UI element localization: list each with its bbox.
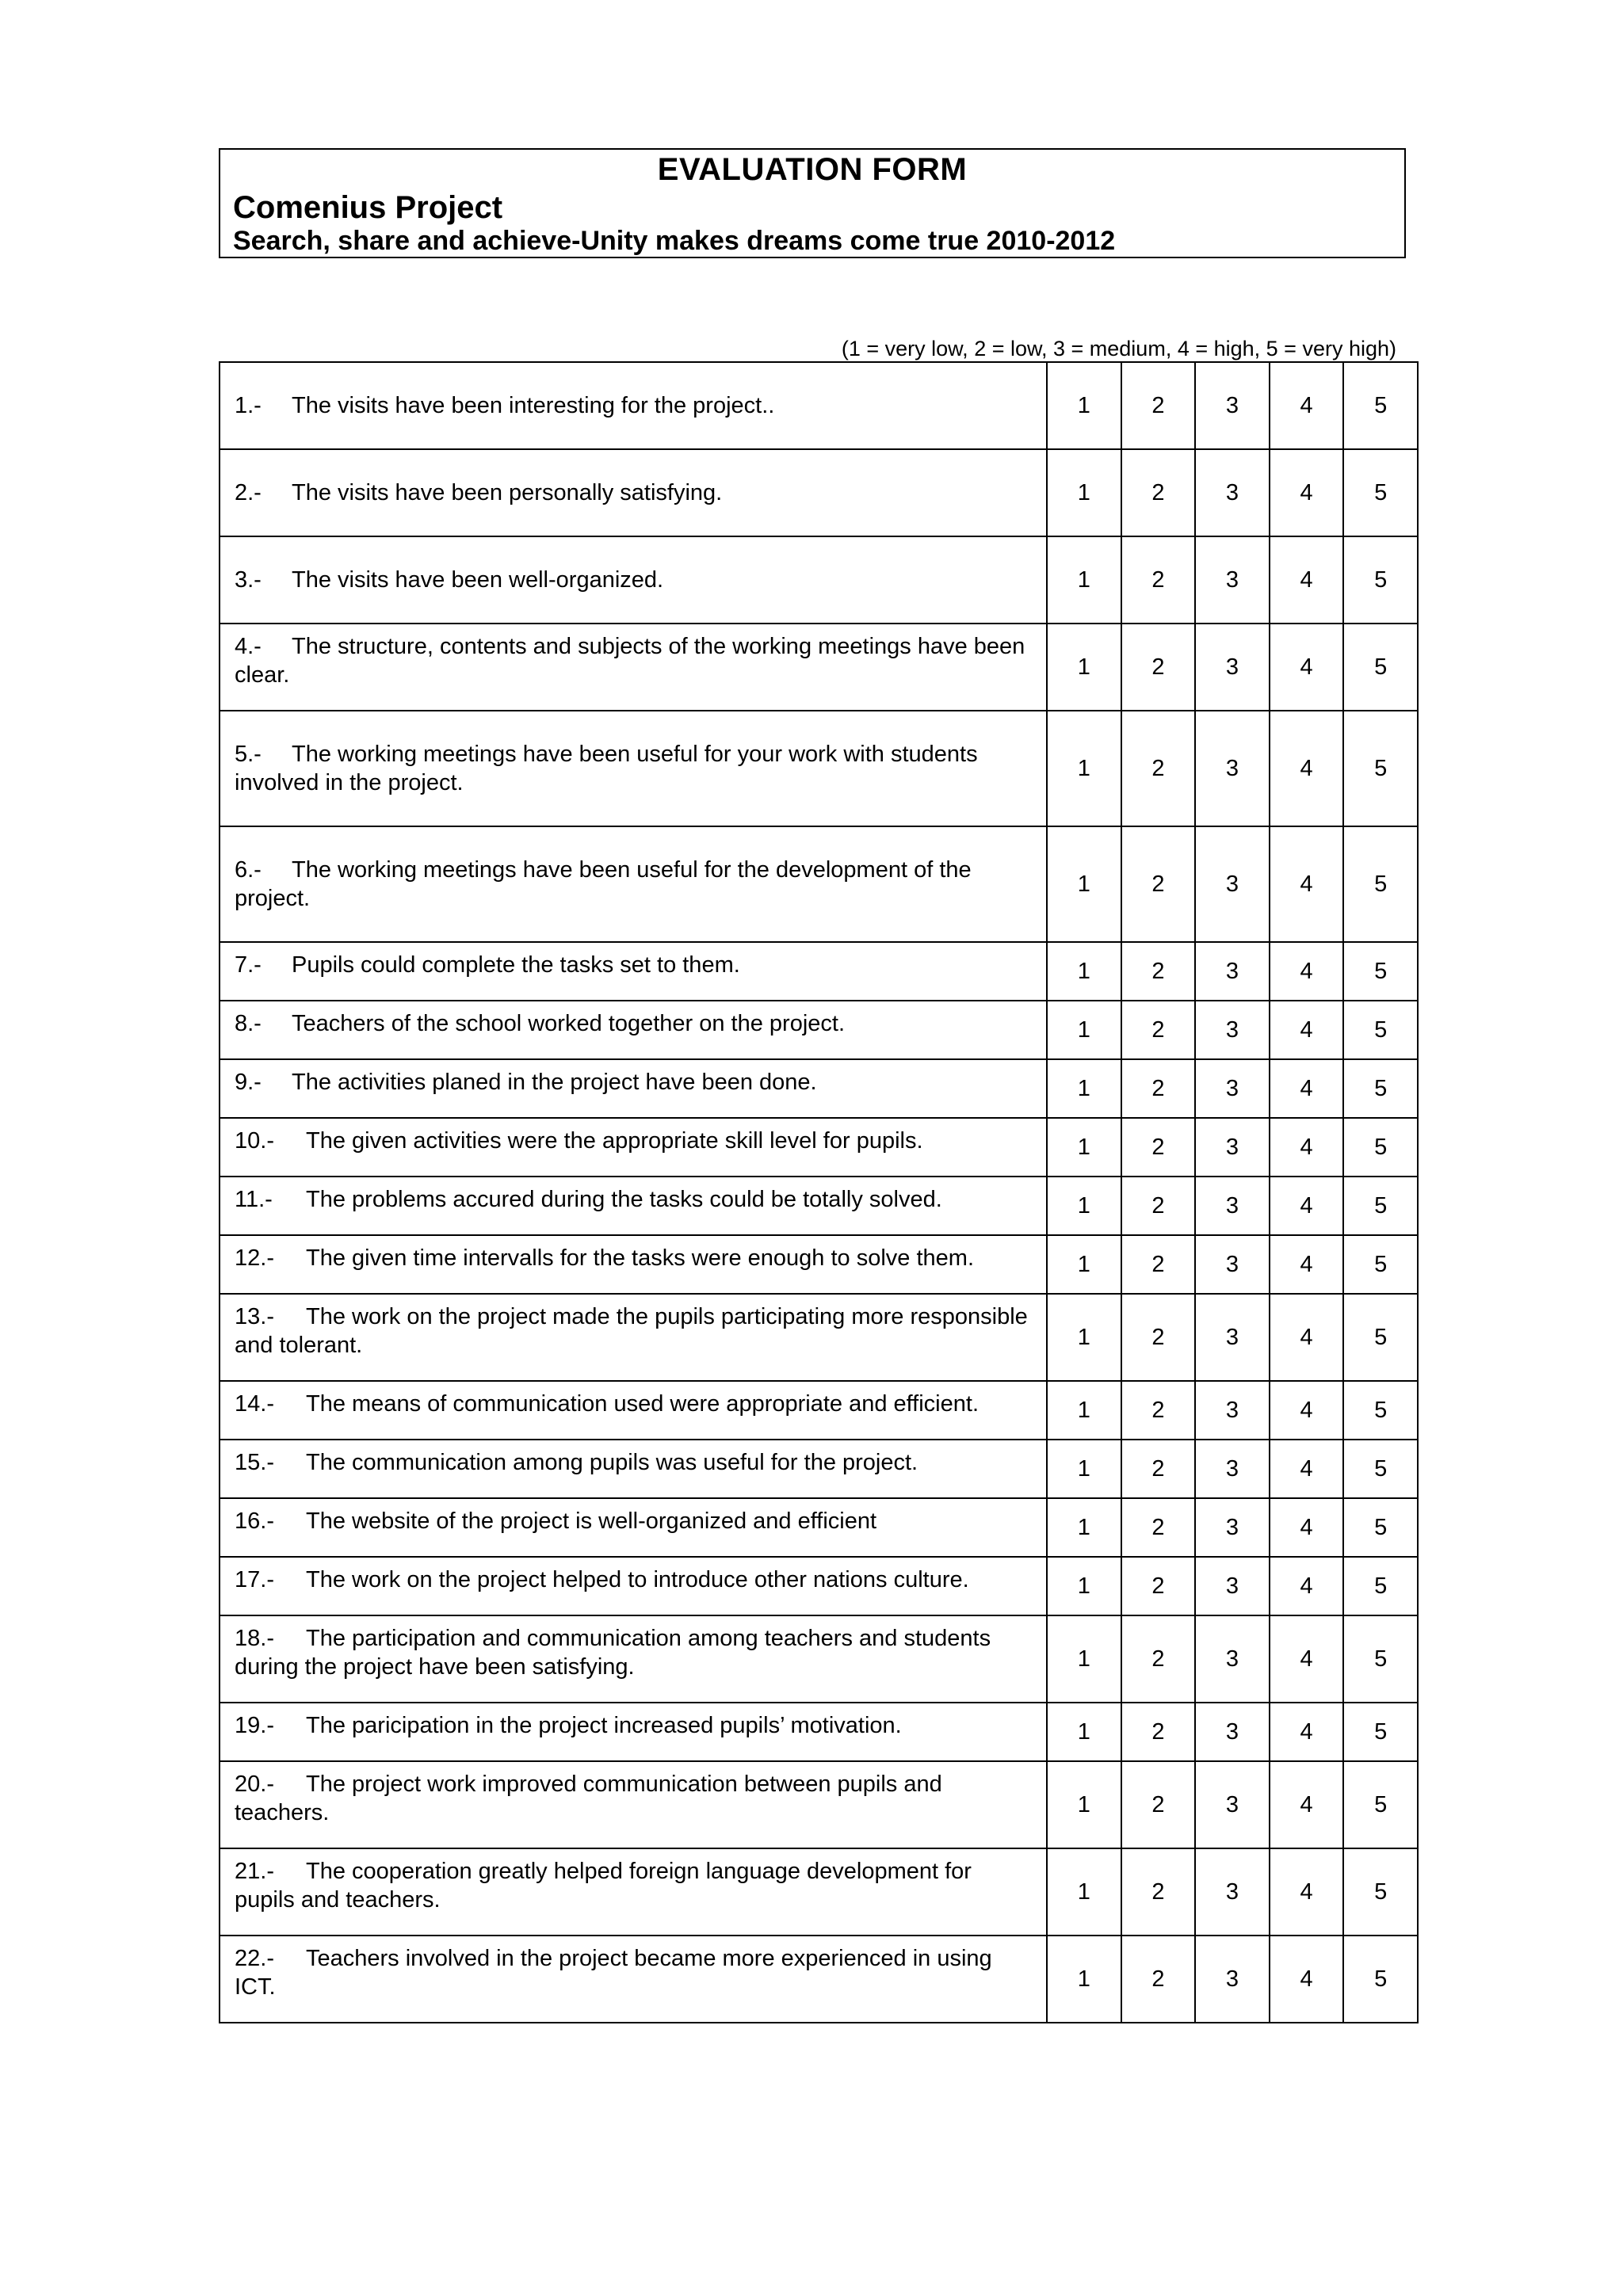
rating-option-2[interactable]: 2 [1121, 1703, 1196, 1761]
rating-option-4[interactable]: 4 [1270, 1703, 1344, 1761]
rating-option-1[interactable]: 1 [1047, 1177, 1121, 1235]
question-number: 7.- [235, 952, 262, 978]
rating-option-4[interactable]: 4 [1270, 1177, 1344, 1235]
rating-option-3[interactable]: 3 [1195, 1761, 1270, 1848]
rating-option-4[interactable]: 4 [1270, 624, 1344, 711]
rating-option-5[interactable]: 5 [1343, 1761, 1418, 1848]
question-text: The paricipation in the project increased pupils’ motivation. [306, 1713, 902, 1738]
rating-option-4[interactable]: 4 [1270, 1557, 1344, 1615]
question-row [220, 1118, 1418, 1177]
evaluation-table [219, 361, 1419, 2023]
rating-option-3[interactable]: 3 [1195, 1381, 1270, 1440]
rating-option-3[interactable]: 3 [1195, 1557, 1270, 1615]
rating-option-4[interactable]: 4 [1270, 942, 1344, 1001]
rating-option-1[interactable]: 1 [1047, 1936, 1121, 2023]
rating-option-4[interactable]: 4 [1270, 1294, 1344, 1381]
question-cell [220, 1118, 1047, 1177]
question-number: 9.- [235, 1070, 262, 1095]
rating-option-5[interactable]: 5 [1343, 942, 1418, 1001]
rating-option-1[interactable]: 1 [1047, 1381, 1121, 1440]
rating-option-5[interactable]: 5 [1343, 1936, 1418, 2023]
project-subtitle: Search, share and achieve-Unity makes dreams come true 2010-2012 [233, 226, 1116, 256]
question-number: 16.- [235, 1508, 274, 1534]
question-text: The work on the project helped to introduce other nations culture. [306, 1567, 969, 1592]
rating-option-5[interactable]: 5 [1343, 1703, 1418, 1761]
question-number: 6.- [235, 857, 262, 883]
rating-option-3[interactable]: 3 [1195, 711, 1270, 826]
question-text: Teachers involved in the project became more experienced in using ICT. [235, 1946, 992, 2000]
rating-option-2[interactable]: 2 [1121, 362, 1196, 449]
question-cell [220, 1294, 1047, 1381]
rating-option-2[interactable]: 2 [1121, 1235, 1196, 1294]
rating-option-1[interactable]: 1 [1047, 1498, 1121, 1557]
rating-option-3[interactable]: 3 [1195, 1848, 1270, 1936]
question-text: The work on the project made the pupils participating more responsible and tolerant. [235, 1304, 1028, 1358]
question-cell [220, 1761, 1047, 1848]
rating-option-5[interactable]: 5 [1343, 1848, 1418, 1936]
rating-option-1[interactable]: 1 [1047, 826, 1121, 942]
rating-option-4[interactable]: 4 [1270, 449, 1344, 536]
rating-option-3[interactable]: 3 [1195, 1498, 1270, 1557]
question-row [220, 1177, 1418, 1235]
rating-option-4[interactable]: 4 [1270, 1761, 1344, 1848]
rating-option-4[interactable]: 4 [1270, 1235, 1344, 1294]
rating-option-3[interactable]: 3 [1195, 1294, 1270, 1381]
rating-option-4[interactable]: 4 [1270, 1440, 1344, 1498]
question-cell [220, 1936, 1047, 2023]
question-row [220, 1848, 1418, 1936]
rating-option-5[interactable]: 5 [1343, 711, 1418, 826]
rating-option-5[interactable]: 5 [1343, 1059, 1418, 1118]
rating-option-1[interactable]: 1 [1047, 449, 1121, 536]
rating-option-3[interactable]: 3 [1195, 1440, 1270, 1498]
question-row [220, 1557, 1418, 1615]
rating-option-4[interactable]: 4 [1270, 1059, 1344, 1118]
rating-option-1[interactable]: 1 [1047, 1615, 1121, 1703]
rating-option-1[interactable]: 1 [1047, 1059, 1121, 1118]
rating-option-2[interactable]: 2 [1121, 1177, 1196, 1235]
rating-option-3[interactable]: 3 [1195, 942, 1270, 1001]
rating-option-3[interactable]: 3 [1195, 1177, 1270, 1235]
rating-option-2[interactable]: 2 [1121, 1294, 1196, 1381]
form-header [219, 148, 1406, 258]
question-cell [220, 536, 1047, 624]
question-row [220, 1235, 1418, 1294]
question-number: 4.- [235, 634, 262, 659]
question-number: 17.- [235, 1567, 274, 1592]
question-text: The given activities were the appropriate skill level for pupils. [306, 1128, 923, 1154]
question-cell [220, 1059, 1047, 1118]
rating-option-5[interactable]: 5 [1343, 1235, 1418, 1294]
question-cell [220, 1381, 1047, 1440]
rating-option-4[interactable]: 4 [1270, 1615, 1344, 1703]
question-row [220, 1498, 1418, 1557]
question-row [220, 1761, 1418, 1848]
question-cell [220, 1557, 1047, 1615]
rating-option-4[interactable]: 4 [1270, 536, 1344, 624]
question-cell [220, 1703, 1047, 1761]
rating-option-1[interactable]: 1 [1047, 1703, 1121, 1761]
rating-scale-legend: (1 = very low, 2 = low, 3 = medium, 4 = high, 5 = very high) [841, 337, 1396, 360]
question-text: The website of the project is well-organized and efficient [306, 1508, 877, 1534]
question-number: 20.- [235, 1772, 274, 1797]
rating-option-3[interactable]: 3 [1195, 826, 1270, 942]
question-number: 18.- [235, 1626, 274, 1651]
form-title: EVALUATION FORM [657, 152, 968, 187]
question-row [220, 624, 1418, 711]
question-cell [220, 1848, 1047, 1936]
question-row [220, 826, 1418, 942]
rating-option-3[interactable]: 3 [1195, 449, 1270, 536]
rating-option-3[interactable]: 3 [1195, 624, 1270, 711]
rating-option-5[interactable]: 5 [1343, 536, 1418, 624]
rating-option-3[interactable]: 3 [1195, 536, 1270, 624]
rating-option-1[interactable]: 1 [1047, 536, 1121, 624]
question-row [220, 1381, 1418, 1440]
question-number: 8.- [235, 1011, 262, 1036]
project-name: Comenius Project [233, 190, 503, 225]
rating-option-5[interactable]: 5 [1343, 1294, 1418, 1381]
rating-option-2[interactable]: 2 [1121, 711, 1196, 826]
rating-option-4[interactable]: 4 [1270, 1001, 1344, 1059]
rating-option-3[interactable]: 3 [1195, 1615, 1270, 1703]
rating-option-2[interactable]: 2 [1121, 826, 1196, 942]
rating-option-3[interactable]: 3 [1195, 1703, 1270, 1761]
rating-option-4[interactable]: 4 [1270, 1381, 1344, 1440]
rating-option-5[interactable]: 5 [1343, 362, 1418, 449]
question-cell [220, 1177, 1047, 1235]
question-number: 13.- [235, 1304, 274, 1329]
rating-option-1[interactable]: 1 [1047, 1235, 1121, 1294]
question-text: The working meetings have been useful for your work with students involved in the project. [235, 742, 978, 795]
question-row [220, 1059, 1418, 1118]
rating-option-5[interactable]: 5 [1343, 624, 1418, 711]
rating-option-5[interactable]: 5 [1343, 1381, 1418, 1440]
rating-option-1[interactable]: 1 [1047, 1761, 1121, 1848]
question-text: The participation and communication among teachers and students during the project have been satisfying. [235, 1626, 991, 1680]
rating-option-2[interactable]: 2 [1121, 536, 1196, 624]
question-row [220, 942, 1418, 1001]
question-cell [220, 1615, 1047, 1703]
rating-option-1[interactable]: 1 [1047, 711, 1121, 826]
question-cell [220, 942, 1047, 1001]
rating-option-2[interactable]: 2 [1121, 1761, 1196, 1848]
rating-option-3[interactable]: 3 [1195, 1001, 1270, 1059]
rating-option-2[interactable]: 2 [1121, 1118, 1196, 1177]
question-cell [220, 1001, 1047, 1059]
question-text: The visits have been interesting for the project.. [292, 393, 775, 418]
rating-option-2[interactable]: 2 [1121, 1936, 1196, 2023]
question-row [220, 1440, 1418, 1498]
rating-option-2[interactable]: 2 [1121, 449, 1196, 536]
question-text: The means of communication used were appropriate and efficient. [306, 1391, 980, 1417]
question-cell [220, 711, 1047, 826]
rating-option-4[interactable]: 4 [1270, 826, 1344, 942]
question-text: The communication among pupils was useful for the project. [306, 1450, 918, 1475]
rating-option-3[interactable]: 3 [1195, 1059, 1270, 1118]
rating-option-1[interactable]: 1 [1047, 1440, 1121, 1498]
question-text: Teachers of the school worked together on the project. [292, 1011, 846, 1036]
question-row [220, 1001, 1418, 1059]
question-text: The cooperation greatly helped foreign language development for pupils and teachers. [235, 1859, 972, 1913]
question-text: Pupils could complete the tasks set to them. [292, 952, 740, 978]
question-text: The visits have been well-organized. [292, 567, 664, 593]
rating-option-5[interactable]: 5 [1343, 1615, 1418, 1703]
question-row [220, 1703, 1418, 1761]
question-cell [220, 1498, 1047, 1557]
rating-option-1[interactable]: 1 [1047, 362, 1121, 449]
rating-option-2[interactable]: 2 [1121, 1848, 1196, 1936]
rating-option-3[interactable]: 3 [1195, 1936, 1270, 2023]
rating-option-5[interactable]: 5 [1343, 1001, 1418, 1059]
rating-option-3[interactable]: 3 [1195, 1118, 1270, 1177]
rating-option-1[interactable]: 1 [1047, 1001, 1121, 1059]
question-row [220, 536, 1418, 624]
rating-option-1[interactable]: 1 [1047, 942, 1121, 1001]
rating-option-2[interactable]: 2 [1121, 1498, 1196, 1557]
question-number: 22.- [235, 1946, 274, 1971]
rating-option-2[interactable]: 2 [1121, 1557, 1196, 1615]
rating-option-2[interactable]: 2 [1121, 1615, 1196, 1703]
question-text: The given time intervalls for the tasks were enough to solve them. [306, 1245, 975, 1271]
rating-option-5[interactable]: 5 [1343, 826, 1418, 942]
question-number: 10.- [235, 1128, 274, 1154]
question-number: 3.- [235, 567, 262, 593]
rating-option-2[interactable]: 2 [1121, 1001, 1196, 1059]
question-cell [220, 1235, 1047, 1294]
rating-option-1[interactable]: 1 [1047, 1118, 1121, 1177]
rating-option-5[interactable]: 5 [1343, 1557, 1418, 1615]
rating-option-2[interactable]: 2 [1121, 624, 1196, 711]
question-number: 1.- [235, 393, 262, 418]
rating-option-5[interactable]: 5 [1343, 1177, 1418, 1235]
rating-option-4[interactable]: 4 [1270, 1936, 1344, 2023]
rating-option-1[interactable]: 1 [1047, 1557, 1121, 1615]
rating-option-2[interactable]: 2 [1121, 1440, 1196, 1498]
rating-option-5[interactable]: 5 [1343, 1118, 1418, 1177]
question-text: The working meetings have been useful for the development of the project. [235, 857, 972, 911]
question-number: 15.- [235, 1450, 274, 1475]
question-cell [220, 624, 1047, 711]
question-cell [220, 826, 1047, 942]
rating-option-4[interactable]: 4 [1270, 1118, 1344, 1177]
question-row [220, 1294, 1418, 1381]
rating-option-5[interactable]: 5 [1343, 1498, 1418, 1557]
question-row [220, 362, 1418, 449]
rating-option-3[interactable]: 3 [1195, 1235, 1270, 1294]
rating-option-4[interactable]: 4 [1270, 1848, 1344, 1936]
question-row [220, 449, 1418, 536]
question-number: 14.- [235, 1391, 274, 1417]
question-text: The activities planed in the project have been done. [292, 1070, 817, 1095]
question-number: 19.- [235, 1713, 274, 1738]
rating-option-3[interactable]: 3 [1195, 362, 1270, 449]
question-number: 5.- [235, 742, 262, 767]
question-row [220, 1615, 1418, 1703]
question-row [220, 1936, 1418, 2023]
rating-option-2[interactable]: 2 [1121, 1381, 1196, 1440]
question-number: 12.- [235, 1245, 274, 1271]
question-cell [220, 1440, 1047, 1498]
rating-option-5[interactable]: 5 [1343, 1440, 1418, 1498]
question-row [220, 711, 1418, 826]
rating-option-4[interactable]: 4 [1270, 711, 1344, 826]
rating-option-1[interactable]: 1 [1047, 624, 1121, 711]
rating-option-4[interactable]: 4 [1270, 362, 1344, 449]
question-text: The structure, contents and subjects of the working meetings have been clear. [235, 634, 1025, 688]
question-text: The project work improved communication between pupils and teachers. [235, 1772, 942, 1825]
question-number: 11.- [235, 1187, 273, 1212]
rating-option-4[interactable]: 4 [1270, 1498, 1344, 1557]
question-cell [220, 362, 1047, 449]
rating-option-1[interactable]: 1 [1047, 1294, 1121, 1381]
question-number: 21.- [235, 1859, 274, 1884]
rating-option-2[interactable]: 2 [1121, 942, 1196, 1001]
rating-option-2[interactable]: 2 [1121, 1059, 1196, 1118]
question-number: 2.- [235, 480, 262, 505]
question-text: The problems accured during the tasks could be totally solved. [306, 1187, 942, 1212]
rating-option-1[interactable]: 1 [1047, 1848, 1121, 1936]
question-cell [220, 449, 1047, 536]
rating-option-5[interactable]: 5 [1343, 449, 1418, 536]
question-text: The visits have been personally satisfying. [292, 480, 723, 505]
